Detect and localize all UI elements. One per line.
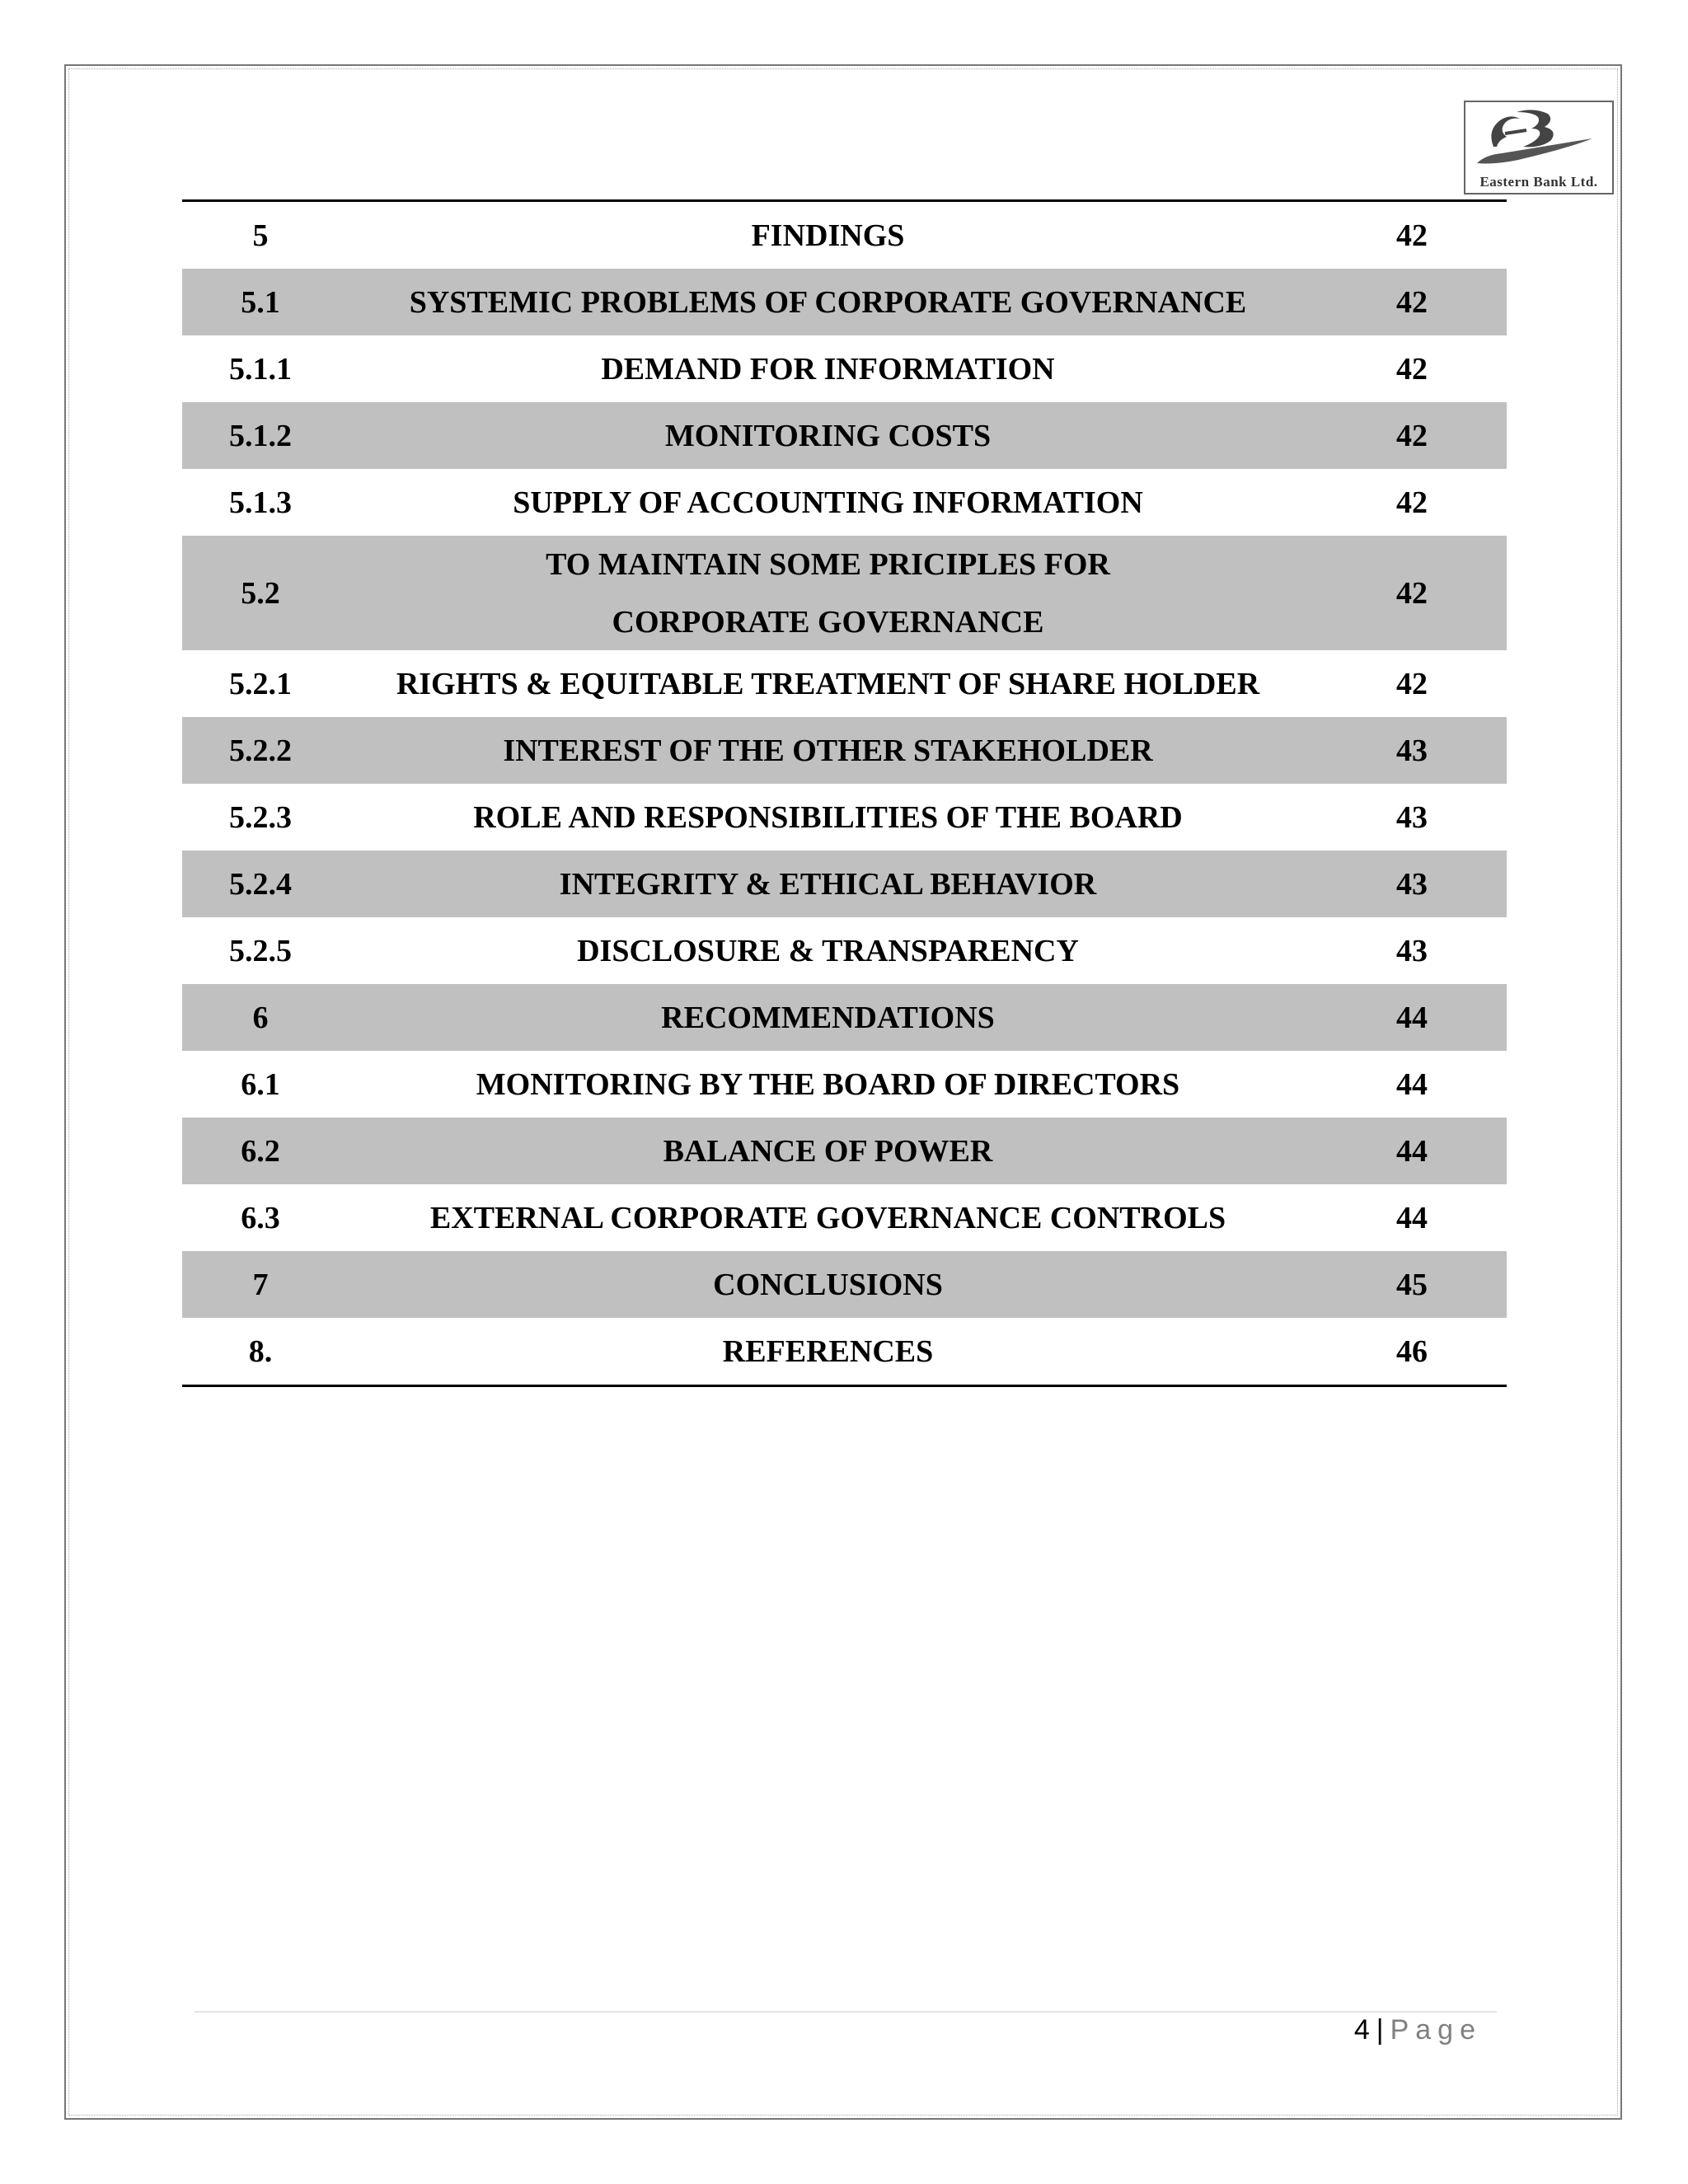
section-number: 6.1 — [241, 1066, 280, 1102]
section-number: 5.2.1 — [229, 666, 292, 701]
page-number: 44 — [1396, 1200, 1428, 1235]
eb-logo-mark-icon — [1469, 105, 1609, 170]
page-number: 42 — [1396, 485, 1428, 520]
section-title: DEMAND FOR INFORMATION — [601, 351, 1055, 387]
footer-page-number: 4 — [1353, 2014, 1370, 2046]
page-number: 43 — [1396, 799, 1428, 835]
page-number: 42 — [1396, 284, 1428, 320]
section-title: EXTERNAL CORPORATE GOVERNANCE CONTROLS — [429, 1200, 1226, 1235]
table-of-contents — [182, 199, 1507, 1387]
page-number: 45 — [1396, 1267, 1428, 1302]
toc-row[interactable] — [182, 784, 1507, 851]
footer-separator: | — [1376, 2014, 1384, 2046]
eastern-bank-logo — [1464, 101, 1614, 194]
section-title: RIGHTS & EQUITABLE TREATMENT OF SHARE HOLDER — [396, 666, 1260, 701]
section-title: MONITORING COSTS — [664, 418, 992, 453]
toc-row[interactable] — [182, 1318, 1507, 1385]
page-number: 42 — [1396, 351, 1428, 387]
footer-page-label: Page — [1390, 2014, 1482, 2046]
section-title: MONITORING BY THE BOARD OF DIRECTORS — [476, 1066, 1180, 1102]
section-title: INTEREST OF THE OTHER STAKEHOLDER — [503, 733, 1153, 768]
page-number: 44 — [1396, 1000, 1428, 1035]
section-title: CONCLUSIONS — [713, 1267, 943, 1302]
section-number: 7 — [252, 1267, 269, 1302]
section-number: 5.1.1 — [229, 351, 292, 387]
page-number: 42 — [1396, 666, 1428, 701]
section-title: TO MAINTAIN SOME PRICIPLES FOR CORPORATE GOVERNANCE — [546, 546, 1110, 640]
section-number: 5 — [252, 218, 269, 253]
toc-row[interactable] — [182, 1184, 1507, 1251]
section-number: 5.2.4 — [229, 866, 292, 902]
page-number: 44 — [1396, 1066, 1428, 1102]
toc-row[interactable] — [182, 1051, 1507, 1118]
toc-row[interactable] — [182, 650, 1507, 717]
section-title: REFERENCES — [722, 1333, 934, 1369]
footer-divider — [195, 2011, 1497, 2013]
section-number: 6 — [252, 1000, 269, 1035]
section-title: RECOMMENDATIONS — [661, 1000, 995, 1035]
page-number: 43 — [1396, 933, 1428, 968]
section-title: FINDINGS — [751, 218, 905, 253]
section-number: 5.2.2 — [229, 733, 292, 768]
section-number: 6.3 — [241, 1200, 280, 1235]
toc-row[interactable] — [182, 851, 1507, 917]
toc-row[interactable] — [182, 536, 1507, 650]
toc-row[interactable] — [182, 269, 1507, 335]
section-title: BALANCE OF POWER — [663, 1133, 993, 1169]
toc-row[interactable] — [182, 335, 1507, 402]
page-number: 46 — [1396, 1333, 1428, 1369]
section-number: 5.1.2 — [229, 418, 292, 453]
page-number: 42 — [1396, 575, 1428, 611]
page-footer — [1354, 2014, 1482, 2046]
section-title: DISCLOSURE & TRANSPARENCY — [577, 933, 1079, 968]
section-number: 8. — [248, 1333, 273, 1369]
toc-row[interactable] — [182, 1251, 1507, 1318]
section-number: 5.2.5 — [229, 933, 292, 968]
section-number: 5.2.3 — [229, 799, 292, 835]
page-number: 42 — [1396, 418, 1428, 453]
toc-row[interactable] — [182, 717, 1507, 784]
section-number: 5.1.3 — [229, 485, 292, 520]
toc-row[interactable] — [182, 202, 1507, 269]
section-number: 5.1 — [241, 284, 280, 320]
toc-row[interactable] — [182, 402, 1507, 469]
page-number: 44 — [1396, 1133, 1428, 1169]
toc-row[interactable] — [182, 469, 1507, 536]
toc-row[interactable] — [182, 917, 1507, 984]
page-number: 42 — [1396, 218, 1428, 253]
section-title: INTEGRITY & ETHICAL BEHAVIOR — [559, 866, 1097, 902]
logo-text: Eastern Bank Ltd. — [1479, 174, 1598, 190]
section-title: SYSTEMIC PROBLEMS OF CORPORATE GOVERNANCE — [409, 284, 1247, 320]
toc-row[interactable] — [182, 1118, 1507, 1184]
page-number: 43 — [1396, 733, 1428, 768]
section-title: ROLE AND RESPONSIBILITIES OF THE BOARD — [473, 799, 1183, 835]
section-number: 6.2 — [241, 1133, 280, 1169]
toc-row[interactable] — [182, 984, 1507, 1051]
section-title: SUPPLY OF ACCOUNTING INFORMATION — [513, 485, 1143, 520]
section-number: 5.2 — [241, 575, 280, 611]
page-number: 43 — [1396, 866, 1428, 902]
